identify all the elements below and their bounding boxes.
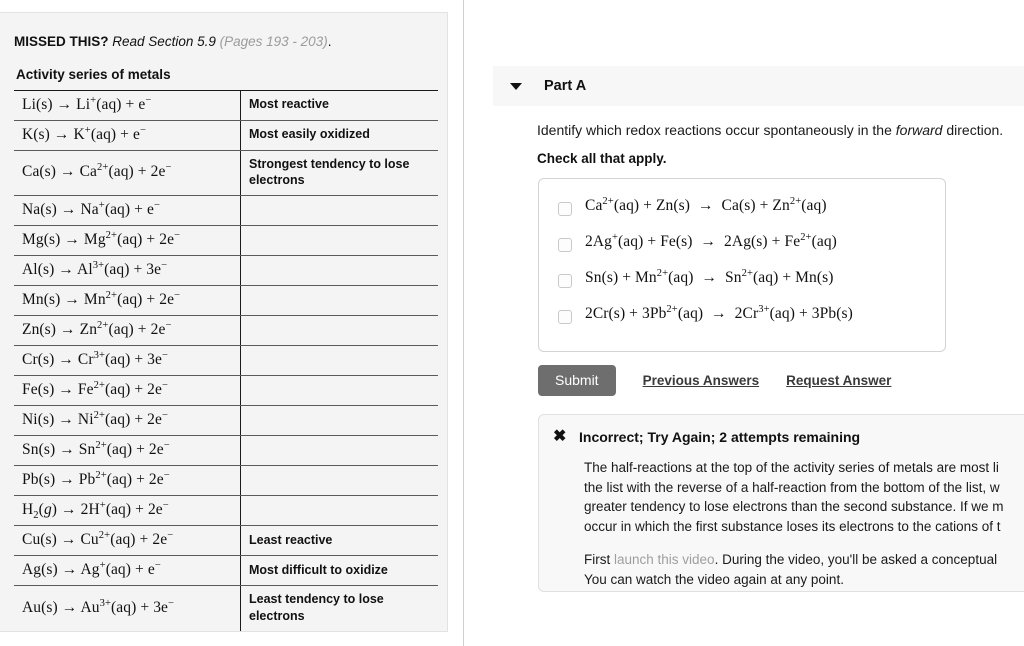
action-row bbox=[538, 365, 891, 396]
activity-series-row bbox=[14, 376, 438, 406]
choice-checkbox[interactable] bbox=[558, 310, 572, 324]
feedback-header bbox=[539, 429, 1024, 445]
activity-series-row bbox=[14, 316, 438, 346]
activity-series-table bbox=[14, 90, 438, 632]
check-all-instruction: Check all that apply. bbox=[537, 151, 667, 166]
missed-this-line bbox=[14, 33, 435, 51]
half-reaction-equation: $H_2(g) \to 2H^+(aq) + 2e^-$ bbox=[14, 496, 241, 526]
launch-video-link[interactable]: launch this video bbox=[614, 552, 715, 568]
reference-panel bbox=[0, 12, 448, 632]
feedback-paragraph-1-line: greater tendency to lose electrons than the second substance. If we m bbox=[584, 499, 1004, 515]
half-reaction-equation: $Ca(s) \to Ca^{2+}(aq) + 2e^-$ bbox=[14, 150, 241, 196]
half-reaction-equation: $Mg(s) \to Mg^{2+}(aq) + 2e^-$ bbox=[14, 226, 241, 256]
half-reaction-equation: Na(s) → Na+(aq) + e− bbox=[14, 196, 241, 226]
activity-series-row bbox=[14, 120, 438, 150]
prompt-text-before: Identify which redox reactions occur spontaneously in the bbox=[537, 122, 896, 138]
half-reaction-note: Least reactive bbox=[241, 526, 439, 556]
read-section-link[interactable]: Read Section 5.9 bbox=[112, 34, 216, 49]
activity-series-row bbox=[14, 226, 438, 256]
activity-series-row bbox=[14, 346, 438, 376]
half-reaction-note bbox=[241, 346, 439, 376]
answer-choice[interactable] bbox=[539, 197, 945, 233]
half-reaction-note bbox=[241, 466, 439, 496]
half-reaction-note bbox=[241, 436, 439, 466]
request-answer-link[interactable]: Request Answer bbox=[786, 373, 892, 388]
activity-series-row bbox=[14, 90, 438, 120]
activity-series-row bbox=[14, 586, 438, 632]
feedback-paragraph-2 bbox=[539, 536, 1024, 589]
activity-series-row bbox=[14, 436, 438, 466]
half-reaction-note bbox=[241, 316, 439, 346]
answer-choice[interactable] bbox=[539, 233, 945, 269]
feedback-paragraph-1-line: The half-reactions at the top of the activity series of metals are most li bbox=[584, 460, 999, 475]
feedback-paragraph-1 bbox=[539, 445, 1024, 536]
assignment-panel bbox=[464, 0, 1024, 646]
chevron-down-icon[interactable] bbox=[510, 83, 522, 90]
activity-series-body bbox=[14, 90, 438, 632]
answer-choice[interactable] bbox=[539, 269, 945, 305]
previous-answers-link[interactable]: Previous Answers bbox=[642, 373, 760, 388]
half-reaction-equation: $Cr(s) \to Cr^{3+}(aq) + 3e^-$ bbox=[14, 346, 241, 376]
choice-checkbox[interactable] bbox=[558, 238, 572, 252]
half-reaction-equation: $Al(s) \to Al^{3+}(aq) + 3e^-$ bbox=[14, 256, 241, 286]
feedback-paragraph-1-line: the list with the reverse of a half-reaction from the bottom of the list, w bbox=[584, 479, 1000, 495]
half-reaction-equation: Li(s) → Li+(aq) + e− bbox=[14, 90, 241, 120]
half-reaction-note bbox=[241, 256, 439, 286]
half-reaction-equation: $Fe(s) \to Fe^{2+}(aq) + 2e^-$ bbox=[14, 376, 241, 406]
half-reaction-equation: $Au(s) \to Au^{3+}(aq) + 3e^-$ bbox=[14, 586, 241, 632]
choice-checkbox[interactable] bbox=[558, 274, 572, 288]
activity-series-row bbox=[14, 196, 438, 226]
half-reaction-note: Most easily oxidized bbox=[241, 120, 439, 150]
answer-choice[interactable] bbox=[539, 305, 945, 341]
activity-series-row bbox=[14, 150, 438, 196]
choice-equation: $Ca^{2+}(aq) + Zn(s) \to Ca(s) + Zn^{2+}(aq)$ bbox=[585, 195, 827, 214]
x-mark-icon: ✖ bbox=[553, 428, 567, 445]
activity-series-row bbox=[14, 406, 438, 436]
half-reaction-note: Strongest tendency to lose electrons bbox=[241, 150, 439, 196]
submit-button[interactable]: Submit bbox=[538, 365, 616, 396]
feedback-paragraph-2-line-2: You can watch the video again at any point. bbox=[584, 571, 844, 587]
activity-series-row bbox=[14, 286, 438, 316]
question-prompt bbox=[537, 122, 1003, 138]
half-reaction-equation: $Cu(s) \to Cu^{2+}(aq) + 2e^-$ bbox=[14, 526, 241, 556]
half-reaction-equation: K(s) → K+(aq) + e− bbox=[14, 120, 241, 150]
choice-checkbox[interactable] bbox=[558, 202, 572, 216]
pages-range: (Pages 193 - 203) bbox=[219, 34, 328, 49]
feedback-paragraph-1-line: occur in which the first substance loses its electrons to the cations of t bbox=[584, 518, 1001, 534]
half-reaction-equation: $Ni(s) \to Ni^{2+}(aq) + 2e^-$ bbox=[14, 406, 241, 436]
missed-this-label: MISSED THIS? bbox=[14, 34, 109, 49]
half-reaction-note: Least tendency to lose electrons bbox=[241, 586, 439, 632]
half-reaction-note bbox=[241, 406, 439, 436]
feedback-p2-prefix: First bbox=[584, 552, 614, 568]
half-reaction-equation: $Pb(s) \to Pb^{2+}(aq) + 2e^-$ bbox=[14, 466, 241, 496]
activity-series-row bbox=[14, 526, 438, 556]
activity-series-row bbox=[14, 466, 438, 496]
activity-series-row bbox=[14, 556, 438, 586]
prompt-emphasis: forward bbox=[895, 122, 943, 138]
feedback-p2-suffix: . During the video, you'll be asked a conceptual bbox=[714, 552, 998, 568]
half-reaction-note bbox=[241, 196, 439, 226]
half-reaction-note bbox=[241, 226, 439, 256]
feedback-paragraph-2-line-1 bbox=[584, 550, 1024, 570]
half-reaction-note bbox=[241, 376, 439, 406]
feedback-title: Incorrect; Try Again; 2 attempts remaining bbox=[579, 429, 861, 445]
half-reaction-equation: Ag(s) → Ag+(aq) + e− bbox=[14, 556, 241, 586]
prompt-text-after: direction. bbox=[942, 122, 1004, 138]
feedback-box bbox=[538, 414, 1024, 592]
reference-panel-inner bbox=[0, 13, 447, 632]
half-reaction-equation: $Sn(s) \to Sn^{2+}(aq) + 2e^-$ bbox=[14, 436, 241, 466]
half-reaction-note bbox=[241, 286, 439, 316]
half-reaction-equation: $Zn(s) \to Zn^{2+}(aq) + 2e^-$ bbox=[14, 316, 241, 346]
activity-series-title: Activity series of metals bbox=[16, 66, 171, 82]
part-a-title: Part A bbox=[544, 78, 587, 94]
choice-equation: $2Cr(s) + 3Pb^{2+}(aq) \to 2Cr^{3+}(aq) + 3Pb(s)$ bbox=[585, 303, 853, 322]
half-reaction-note: Most reactive bbox=[241, 90, 439, 120]
answer-choices-box bbox=[538, 178, 946, 352]
half-reaction-equation: $Mn(s) \to Mn^{2+}(aq) + 2e^-$ bbox=[14, 286, 241, 316]
activity-series-row bbox=[14, 256, 438, 286]
activity-series-row bbox=[14, 496, 438, 526]
choice-equation: $Sn(s) + Mn^{2+}(aq) \to Sn^{2+}(aq) + Mn(s)$ bbox=[585, 267, 834, 286]
answer-choice-list bbox=[539, 197, 945, 341]
missed-period: . bbox=[327, 34, 332, 49]
choice-equation: $2Ag^+(aq) + Fe(s) \to 2Ag(s) + Fe^{2+}(aq)$ bbox=[585, 231, 837, 250]
half-reaction-note bbox=[241, 496, 439, 526]
part-a-header[interactable] bbox=[493, 66, 1024, 106]
half-reaction-note: Most difficult to oxidize bbox=[241, 556, 439, 586]
